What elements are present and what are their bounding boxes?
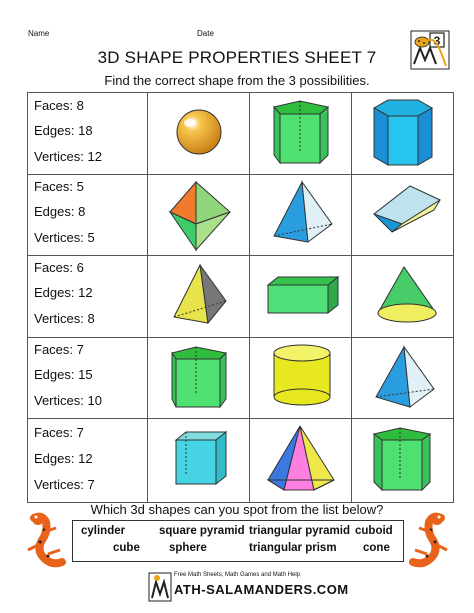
shape-option-pentagonal-prism[interactable] [250, 93, 352, 174]
properties-cell [28, 418, 148, 502]
faces-text: Faces: 7 [34, 342, 84, 357]
word-item: sphere [169, 542, 207, 554]
faces-text: Faces: 7 [34, 425, 84, 440]
table-row [28, 255, 453, 338]
word-item: triangular prism [249, 542, 337, 554]
vertices-text: Vertices: 5 [34, 230, 95, 245]
footer-site-name: ATH-SALAMANDERS.COM [174, 582, 349, 597]
salamander-left-illustration [22, 510, 72, 570]
table-row [28, 337, 453, 419]
faces-text: Faces: 6 [34, 260, 84, 275]
edges-text: Edges: 15 [34, 367, 93, 382]
word-item: square pyramid [159, 525, 245, 537]
shape-option-triangular-pyramid[interactable] [250, 174, 352, 255]
shape-option-pentagonal-prism[interactable] [352, 418, 453, 502]
word-item: cylinder [81, 525, 126, 537]
table-row [28, 418, 453, 502]
vertices-text: Vertices: 10 [34, 393, 102, 408]
faces-text: Faces: 8 [34, 98, 84, 113]
shape-option-square-pyramid[interactable] [148, 255, 250, 337]
vertices-text: Vertices: 12 [34, 149, 102, 164]
instructions: Find the correct shape from the 3 possibilities. [104, 73, 370, 88]
properties-cell [28, 93, 148, 174]
shape-option-cube[interactable] [148, 418, 250, 502]
word-item: cuboid [355, 525, 393, 537]
footer-tagline: Free Math Sheets, Math Games and Math Help [174, 572, 301, 578]
word-item: triangular pyramid [249, 525, 350, 537]
shape-option-octahedron[interactable] [148, 174, 250, 255]
edges-text: Edges: 12 [34, 285, 93, 300]
shape-option-hexagonal-prism[interactable] [352, 93, 453, 174]
edges-text: Edges: 18 [34, 123, 93, 138]
table-row [28, 174, 453, 256]
shape-option-sphere[interactable] [148, 93, 250, 174]
footer-logo [148, 570, 349, 606]
word-list-question: Which 3d shapes can you spot from the list below? [90, 502, 384, 517]
page-title: 3D SHAPE PROPERTIES SHEET 7 [97, 48, 377, 67]
name-label: Name [28, 29, 50, 38]
salamander-right-illustration [403, 510, 453, 570]
vertices-text: Vertices: 8 [34, 311, 95, 326]
properties-cell [28, 174, 148, 255]
word-item: cone [363, 542, 390, 554]
shape-option-triangular-pyramid[interactable] [352, 337, 453, 418]
shape-option-hexagonal-pyramid[interactable] [250, 418, 352, 502]
edges-text: Edges: 12 [34, 451, 93, 466]
vertices-text: Vertices: 7 [34, 477, 95, 492]
shape-properties-table [27, 92, 454, 503]
properties-cell [28, 337, 148, 418]
shape-option-cone[interactable] [352, 255, 453, 337]
badge-number: 3 [433, 34, 441, 48]
table-row [28, 93, 453, 175]
shape-option-cylinder[interactable] [250, 337, 352, 418]
shape-option-pentagonal-prism[interactable] [148, 337, 250, 418]
date-label: Date [197, 29, 214, 38]
word-list-box [72, 520, 404, 562]
shape-option-triangular-prism[interactable] [352, 174, 453, 255]
shape-option-cuboid[interactable] [250, 255, 352, 337]
properties-cell [28, 255, 148, 337]
faces-text: Faces: 5 [34, 179, 84, 194]
edges-text: Edges: 8 [34, 204, 86, 219]
word-item: cube [113, 542, 140, 554]
